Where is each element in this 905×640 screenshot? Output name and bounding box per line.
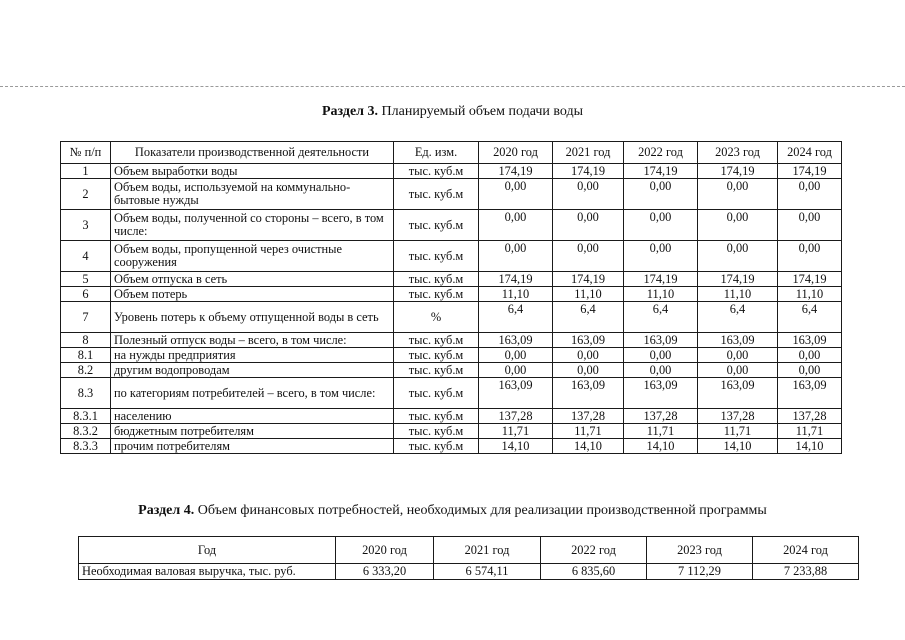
value-cell: 163,09 bbox=[553, 333, 624, 348]
row-unit: тыс. куб.м bbox=[394, 348, 479, 363]
row-unit: тыс. куб.м bbox=[394, 424, 479, 439]
value-cell: 163,09 bbox=[778, 378, 842, 409]
row-indicator: прочим потребителям bbox=[111, 439, 394, 454]
value-cell: 11,71 bbox=[479, 424, 553, 439]
row-number: 1 bbox=[61, 164, 111, 179]
row-indicator: населению bbox=[111, 409, 394, 424]
value-cell: 174,19 bbox=[624, 164, 698, 179]
row-number: 2 bbox=[61, 179, 111, 210]
row-label: Необходимая валовая выручка, тыс. руб. bbox=[79, 564, 336, 580]
header-2022: 2022 год bbox=[541, 537, 647, 564]
row-indicator: Уровень потерь к объему отпущенной воды в сеть bbox=[111, 302, 394, 333]
scan-artifact-line bbox=[0, 86, 905, 87]
value-cell: 11,71 bbox=[553, 424, 624, 439]
value-cell: 0,00 bbox=[479, 210, 553, 241]
table-row bbox=[61, 424, 842, 439]
value-cell: 174,19 bbox=[624, 272, 698, 287]
row-indicator: Объем выработки воды bbox=[111, 164, 394, 179]
row-indicator: Объем воды, используемой на коммунально-бытовые нужды bbox=[111, 179, 394, 210]
value-cell: 163,09 bbox=[553, 378, 624, 409]
value-cell: 0,00 bbox=[698, 241, 778, 272]
row-indicator: Объем воды, полученной со стороны – всего, в том числе: bbox=[111, 210, 394, 241]
value-cell: 0,00 bbox=[698, 210, 778, 241]
row-number: 5 bbox=[61, 272, 111, 287]
header-2021: 2021 год bbox=[434, 537, 541, 564]
header-2023: 2023 год bbox=[647, 537, 753, 564]
value-cell: 0,00 bbox=[698, 363, 778, 378]
value-cell: 174,19 bbox=[778, 272, 842, 287]
row-unit: тыс. куб.м bbox=[394, 179, 479, 210]
value-cell: 6 835,60 bbox=[541, 564, 647, 580]
table-row bbox=[61, 241, 842, 272]
value-cell: 0,00 bbox=[624, 241, 698, 272]
row-indicator: Объем отпуска в сеть bbox=[111, 272, 394, 287]
value-cell: 174,19 bbox=[479, 272, 553, 287]
row-unit: тыс. куб.м bbox=[394, 439, 479, 454]
header-2024: 2024 год bbox=[753, 537, 859, 564]
value-cell: 14,10 bbox=[698, 439, 778, 454]
header-num: № п/п bbox=[61, 142, 111, 164]
value-cell: 0,00 bbox=[698, 348, 778, 363]
value-cell: 0,00 bbox=[778, 348, 842, 363]
value-cell: 163,09 bbox=[698, 378, 778, 409]
value-cell: 0,00 bbox=[479, 348, 553, 363]
header-2020: 2020 год bbox=[479, 142, 553, 164]
row-unit: тыс. куб.м bbox=[394, 272, 479, 287]
row-number: 8.3.1 bbox=[61, 409, 111, 424]
row-unit: тыс. куб.м bbox=[394, 363, 479, 378]
value-cell: 163,09 bbox=[624, 333, 698, 348]
header-2021: 2021 год bbox=[553, 142, 624, 164]
table-header-row bbox=[61, 142, 842, 164]
table-row bbox=[61, 302, 842, 333]
value-cell: 0,00 bbox=[778, 179, 842, 210]
row-unit: тыс. куб.м bbox=[394, 164, 479, 179]
table-row bbox=[61, 210, 842, 241]
value-cell: 163,09 bbox=[778, 333, 842, 348]
section3-title-text: Планируемый объем подачи воды bbox=[378, 104, 584, 119]
value-cell: 0,00 bbox=[624, 179, 698, 210]
row-number: 8.3.2 bbox=[61, 424, 111, 439]
section3-title-bold: Раздел 3. bbox=[321, 104, 379, 119]
row-indicator: другим водопроводам bbox=[111, 363, 394, 378]
value-cell: 0,00 bbox=[553, 348, 624, 363]
value-cell: 11,71 bbox=[778, 424, 842, 439]
financial-needs-table bbox=[78, 536, 859, 580]
value-cell: 0,00 bbox=[778, 363, 842, 378]
value-cell: 6,4 bbox=[698, 302, 778, 333]
value-cell: 7 112,29 bbox=[647, 564, 753, 580]
value-cell: 0,00 bbox=[479, 363, 553, 378]
section4-title-text: Объем финансовых потребностей, необходимых для реализации производственной программы bbox=[194, 503, 767, 518]
row-indicator: на нужды предприятия bbox=[111, 348, 394, 363]
row-number: 8.2 bbox=[61, 363, 111, 378]
section3-title bbox=[0, 104, 905, 120]
table-row bbox=[61, 409, 842, 424]
value-cell: 174,19 bbox=[698, 272, 778, 287]
table-row bbox=[61, 164, 842, 179]
value-cell: 0,00 bbox=[479, 179, 553, 210]
value-cell: 7 233,88 bbox=[753, 564, 859, 580]
value-cell: 163,09 bbox=[479, 378, 553, 409]
value-cell: 0,00 bbox=[778, 241, 842, 272]
value-cell: 137,28 bbox=[479, 409, 553, 424]
value-cell: 174,19 bbox=[698, 164, 778, 179]
table-header-row bbox=[79, 537, 859, 564]
table-row bbox=[61, 348, 842, 363]
value-cell: 0,00 bbox=[553, 363, 624, 378]
row-number: 8.1 bbox=[61, 348, 111, 363]
value-cell: 0,00 bbox=[778, 210, 842, 241]
header-2023: 2023 год bbox=[698, 142, 778, 164]
row-number: 4 bbox=[61, 241, 111, 272]
header-2020: 2020 год bbox=[336, 537, 434, 564]
row-number: 8.3 bbox=[61, 378, 111, 409]
table-row bbox=[61, 363, 842, 378]
table-row bbox=[61, 439, 842, 454]
table-row bbox=[61, 179, 842, 210]
value-cell: 0,00 bbox=[624, 363, 698, 378]
value-cell: 0,00 bbox=[698, 179, 778, 210]
value-cell: 0,00 bbox=[624, 348, 698, 363]
value-cell: 14,10 bbox=[778, 439, 842, 454]
header-2022: 2022 год bbox=[624, 142, 698, 164]
row-number: 8 bbox=[61, 333, 111, 348]
row-number: 8.3.3 bbox=[61, 439, 111, 454]
value-cell: 137,28 bbox=[553, 409, 624, 424]
value-cell: 11,10 bbox=[778, 287, 842, 302]
row-indicator: Объем воды, пропущенной через очистные сооружения bbox=[111, 241, 394, 272]
value-cell: 6 333,20 bbox=[336, 564, 434, 580]
value-cell: 174,19 bbox=[778, 164, 842, 179]
value-cell: 11,10 bbox=[624, 287, 698, 302]
value-cell: 163,09 bbox=[479, 333, 553, 348]
value-cell: 14,10 bbox=[479, 439, 553, 454]
table-row bbox=[61, 272, 842, 287]
section4-title bbox=[0, 503, 905, 519]
table-row bbox=[61, 333, 842, 348]
row-unit: тыс. куб.м bbox=[394, 333, 479, 348]
value-cell: 163,09 bbox=[624, 378, 698, 409]
row-indicator: Объем потерь bbox=[111, 287, 394, 302]
value-cell: 14,10 bbox=[553, 439, 624, 454]
row-number: 3 bbox=[61, 210, 111, 241]
row-number: 6 bbox=[61, 287, 111, 302]
header-2024: 2024 год bbox=[778, 142, 842, 164]
value-cell: 174,19 bbox=[479, 164, 553, 179]
row-unit: % bbox=[394, 302, 479, 333]
value-cell: 11,71 bbox=[698, 424, 778, 439]
water-supply-table bbox=[60, 141, 842, 454]
row-indicator: бюджетным потребителям bbox=[111, 424, 394, 439]
value-cell: 0,00 bbox=[624, 210, 698, 241]
value-cell: 137,28 bbox=[624, 409, 698, 424]
value-cell: 6,4 bbox=[624, 302, 698, 333]
header-year: Год bbox=[79, 537, 336, 564]
section4-title-bold: Раздел 4. bbox=[138, 503, 195, 518]
value-cell: 11,71 bbox=[624, 424, 698, 439]
value-cell: 6,4 bbox=[479, 302, 553, 333]
value-cell: 0,00 bbox=[553, 179, 624, 210]
row-unit: тыс. куб.м bbox=[394, 409, 479, 424]
value-cell: 11,10 bbox=[553, 287, 624, 302]
table-row bbox=[61, 378, 842, 409]
table-row bbox=[79, 564, 859, 580]
value-cell: 6,4 bbox=[553, 302, 624, 333]
row-unit: тыс. куб.м bbox=[394, 378, 479, 409]
row-unit: тыс. куб.м bbox=[394, 241, 479, 272]
row-number: 7 bbox=[61, 302, 111, 333]
value-cell: 6 574,11 bbox=[434, 564, 541, 580]
table-row bbox=[61, 287, 842, 302]
value-cell: 0,00 bbox=[479, 241, 553, 272]
row-indicator: по категориям потребителей – всего, в том числе: bbox=[111, 378, 394, 409]
header-unit: Ед. изм. bbox=[394, 142, 479, 164]
value-cell: 174,19 bbox=[553, 272, 624, 287]
value-cell: 0,00 bbox=[553, 210, 624, 241]
value-cell: 14,10 bbox=[624, 439, 698, 454]
value-cell: 11,10 bbox=[698, 287, 778, 302]
value-cell: 11,10 bbox=[479, 287, 553, 302]
value-cell: 163,09 bbox=[698, 333, 778, 348]
row-unit: тыс. куб.м bbox=[394, 287, 479, 302]
value-cell: 174,19 bbox=[553, 164, 624, 179]
header-indicator: Показатели производственной деятельности bbox=[111, 142, 394, 164]
value-cell: 137,28 bbox=[778, 409, 842, 424]
row-indicator: Полезный отпуск воды – всего, в том числе: bbox=[111, 333, 394, 348]
value-cell: 137,28 bbox=[698, 409, 778, 424]
value-cell: 6,4 bbox=[778, 302, 842, 333]
row-unit: тыс. куб.м bbox=[394, 210, 479, 241]
value-cell: 0,00 bbox=[553, 241, 624, 272]
